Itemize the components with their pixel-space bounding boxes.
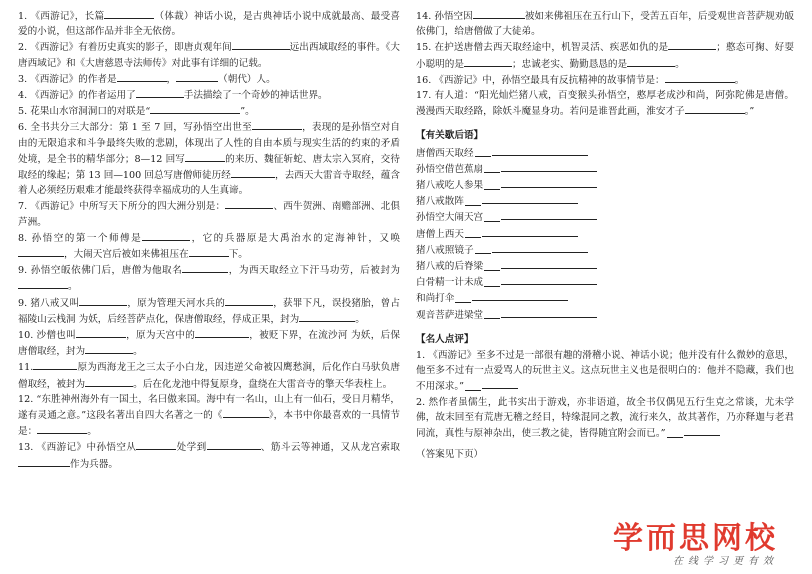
q5: 5. 花果山水帘洞洞口的对联是“ ”。 xyxy=(18,103,400,119)
comment-2: 2. 然作者虽儒生，此书实出于游戏，亦非语道，故全书仅偶见五行生克之常谈，尤未学佛，故末回至有荒唐无稽之经目，特缘混同之教，流行来久，故其著作，乃亦释迦与老君同流，真性与原神杂出，使三教之徒，皆得随宜附会而已。” xyxy=(416,396,794,440)
xiehouyu-item: 猪八戒照镜子 xyxy=(416,242,794,258)
brand-logo xyxy=(613,522,778,568)
q16: 15. 在护送唐僧去西天取经途中，机智灵活、疾恶如仇的是 ；憨态可掬、好耍小聪明的是 ；忠诚老实、勤勤恳恳的是 。 xyxy=(416,39,794,71)
logo-main-text: 学而思网校 xyxy=(613,521,778,556)
q11: 10. 沙僧也叫 ，原为天宫中的 ，被贬下界，在流沙河 为妖，后保唐僧取经，封为 。 xyxy=(18,327,400,359)
logo-slogan: 在线学习更有效 xyxy=(673,556,778,567)
answer-note: （答案见下页） xyxy=(416,449,484,461)
xiehouyu-item: 猪八戒散阵 xyxy=(416,193,794,209)
q4: 4. 《西游记》的作者运用了 手法描绘了一个奇妙的神话世界。 xyxy=(18,87,400,103)
q13: 12. “东胜神州海外有一国土，名曰傲来国。海中有一名山，山上有一仙石，受日月精华，遂有灵通之意。”这段名著出自四大名著之一的《 》，本书中你最喜欢的一具情节是： 。 xyxy=(18,393,400,438)
xiehouyu-item: 唐僧西天取经 xyxy=(416,145,794,161)
xiehouyu-item: 唐僧上西天 xyxy=(416,226,794,242)
xiehouyu-item: 观音菩萨进梁堂 xyxy=(416,307,794,323)
xiehouyu-item: 猪八戒吃人参果 xyxy=(416,177,794,193)
comment-1: 1. 《西游记》至多不过是一部很有趣的滑稽小说、神话小说；他并没有什么微妙的意思，他至多不过有一点爱骂人的玩世主义。这点玩世主义也是很明白的：他并不隐藏，我们也不用深求。” xyxy=(416,350,794,393)
q9: 9. 孙悟空皈依佛门后，唐僧为他取名 ，为西天取经立下汗马功劳，后被封为。 xyxy=(18,262,400,294)
xiehouyu-item: 孙悟空大闹天宫 xyxy=(416,209,794,225)
q1: 1. 《西游记》，长篇 （体裁）神话小说，是古典神话小说中成就最高、最受喜爱的小说，但这部作品并非全无依傍。 xyxy=(18,8,400,39)
xiehouyu-section-title: 【有关歇后语】 xyxy=(416,130,484,142)
q17: 16. 《西游记》中，孙悟空最具有反抗精神的故事情节是： 。 xyxy=(416,72,794,88)
xiehouyu-list xyxy=(416,145,794,323)
q7: 7. 《西游记》中所写天下所分的四大洲分别是： 、西牛贺洲、南赡部洲、北俱芦洲。 xyxy=(18,198,400,229)
q2: 2. 《西游记》有着历史真实的影子，即唐贞观年间 远出西域取经的事件。《大唐西域记》和《大唐慈恩寺法师传》对此事有详细的记载。 xyxy=(18,39,400,70)
q18: 17. 有人道：“阳光灿烂猪八戒，百变猴头孙悟空，憨厚老成沙和尚，阿弥陀佛是唐僧。漫漫西天取经路，除妖斗魔显身功。若问是谁晋此画，淮安才子 。” xyxy=(416,90,794,118)
comment-section-title: 【名人点评】 xyxy=(416,333,474,345)
q6: 6. 全书共分三大部分：第 1 至 7 回，写孙悟空出世至 ，表现的是孙悟空对自由的无限追求和斗争最终失败的悲剧，体现出了人性的自由本质与现实生活的约束的矛盾处境，是全书的精华部分；8—12 回写 的来历、魏征斩蛇、唐太宗入冥府，交待取经的缘起；第 13 回—100 回总写唐僧师徒历经 ，去西天大雷音寺取经，蕴含着人必须经历艰难才能最终获得幸福成功的人生真谛。 xyxy=(18,119,400,198)
q15: 14. 孙悟空因 被如来佛祖压在五行山下，受苦五百年，后受观世音菩萨规劝皈依佛门，给唐僧做了大徒弟。 xyxy=(416,8,794,39)
xiehouyu-item: 白骨精一计未成 xyxy=(416,274,794,290)
xiehouyu-item: 和尚打伞 xyxy=(416,290,794,306)
q8: 8. 孙悟空的第一个师傅是 ，它的兵器原是大禹治水的定海神针，又唤，大闹天宫后被如来佛祖压在 下。 xyxy=(18,230,400,262)
left-column xyxy=(18,8,400,472)
xiehouyu-item: 猪八戒的后脊梁 xyxy=(416,258,794,274)
q10: 9. 猪八戒又叫 ，原为管理天河水兵的 ，获罪下凡，误投猪胎，曾占 福陵山云栈洞 为妖，后经菩萨点化，保唐僧取经，俘成正果，封为 。 xyxy=(18,295,400,327)
right-column xyxy=(416,8,794,462)
q12: 11. 原为西海龙王之三太子小白龙，因违逆父命被囚鹰愁涧，后化作白马驮负唐僧取经，被封为 。后在化龙池中得复原身，盘绕在大雷音寺的擎天华表柱上。 xyxy=(18,359,400,391)
q3: 3. 《西游记》的作者是 ， （朝代）人。 xyxy=(18,71,400,87)
q14: 13. 《西游记》中孙悟空从 处学到 、筋斗云等神通，又从龙宫索取作为兵器。 xyxy=(18,439,400,471)
xiehouyu-item: 孙悟空借芭蕉扇 xyxy=(416,161,794,177)
